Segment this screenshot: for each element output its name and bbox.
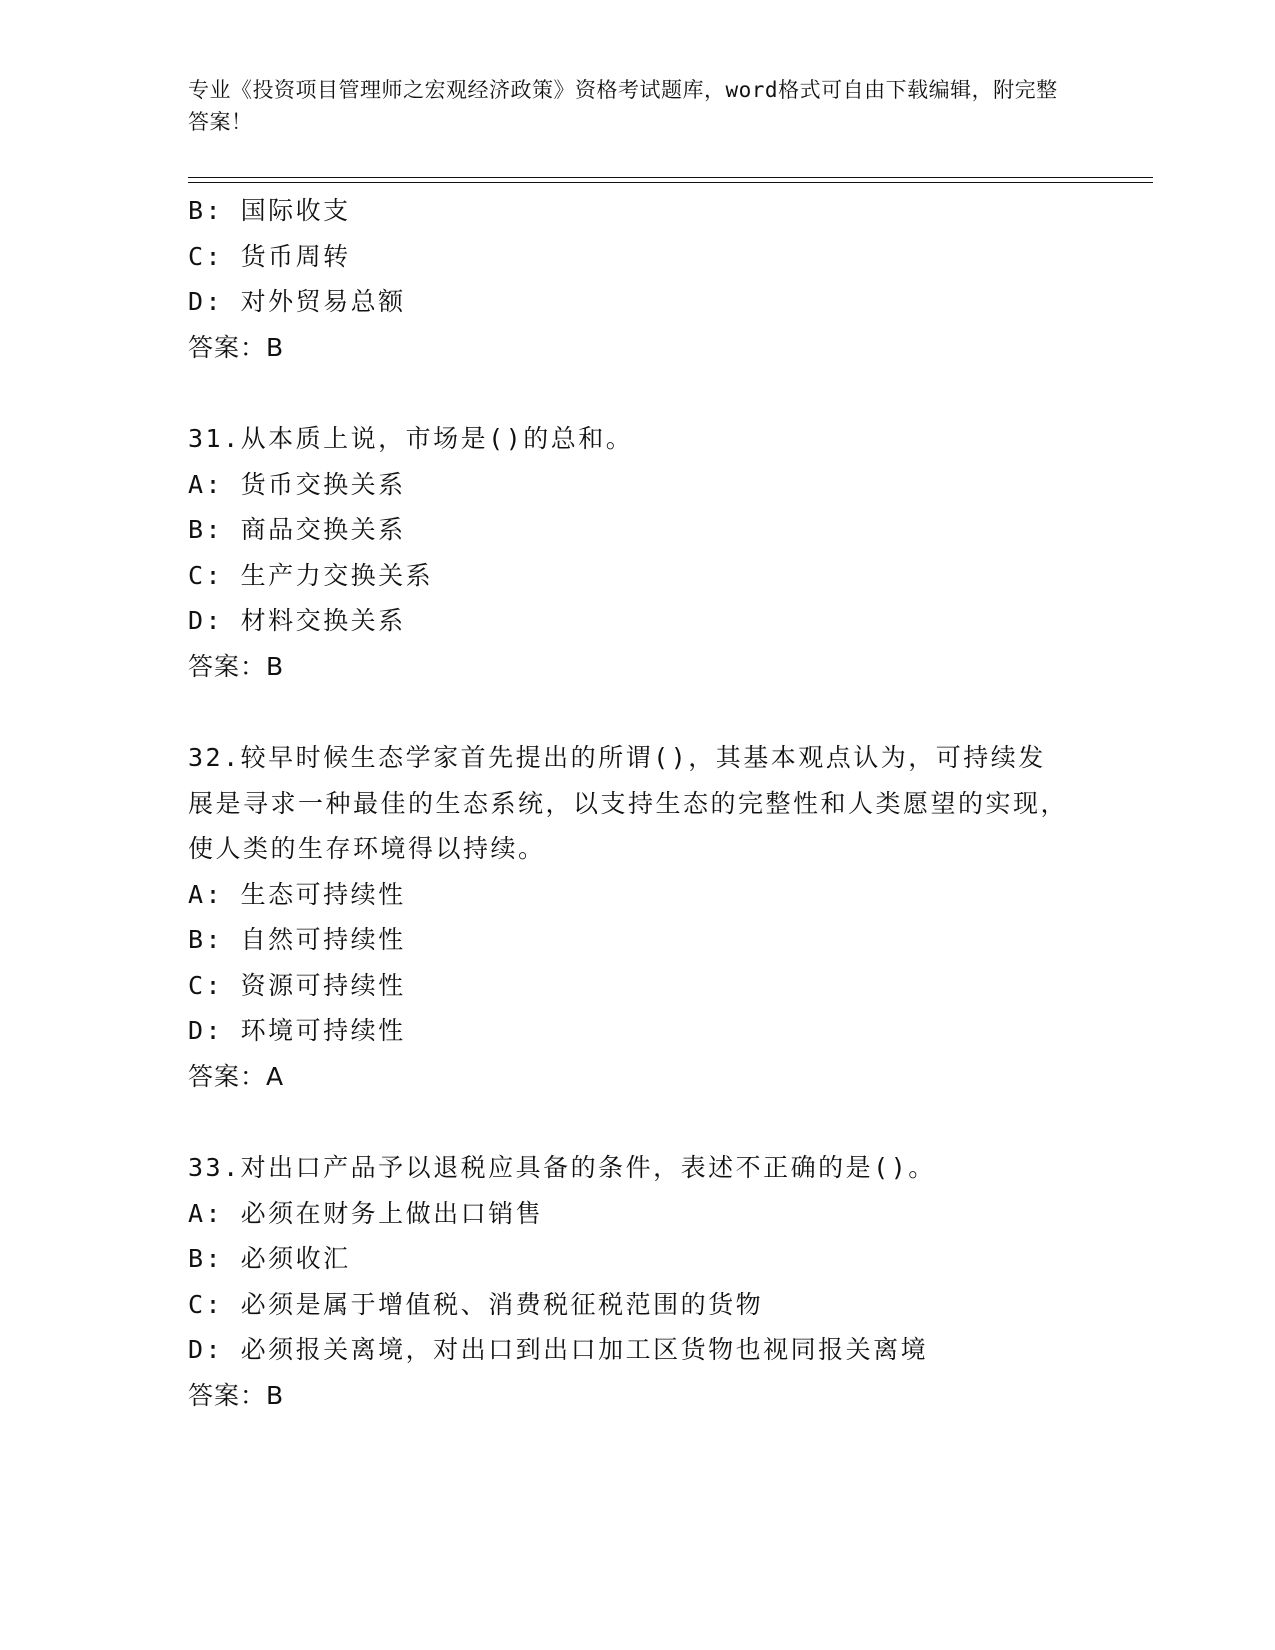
header-text: 专业《投资项目管理师之宏观经济政策》资格考试题库，word格式可自由下载编辑，附完整答案！ [188,78,1058,134]
option-c: C: 资源可持续性 [188,970,406,1000]
answer-line: 答案：B [188,1380,285,1410]
question-block-33 [188,1145,1088,1418]
question-block-30 [188,188,1088,370]
option-a: A: 货币交换关系 [188,469,406,499]
option-c: C: 必须是属于增值税、消费税征税范围的货物 [188,1289,764,1319]
option-a: A: 生态可持续性 [188,879,406,909]
question-text: 31.从本质上说，市场是()的总和。 [188,424,634,453]
option-b: B: 商品交换关系 [188,515,406,544]
spacer [188,370,1088,416]
option-b: B: 自然可持续性 [188,925,406,954]
answer-line: 答案：B [188,651,285,681]
option-b: B: 国际收支 [188,196,351,225]
option-c: C: 货币周转 [188,241,351,271]
question-text: 33.对出口产品予以退税应具备的条件，表述不正确的是()。 [188,1153,936,1182]
answer-line: 答案：B [188,332,285,362]
question-text: 32.较早时候生态学家首先提出的所谓()，其基本观点认为，可持续发展是寻求一种最佳的生态系统，以支持生态的完整性和人类愿望的实现，使人类的生存环境得以持续。 [188,743,1069,863]
spacer [188,689,1088,735]
option-d: D: 必须报关离境，对出口到出口加工区货物也视同报关离境 [188,1335,929,1364]
option-d: D: 对外贸易总额 [188,287,406,316]
option-b: B: 必须收汇 [188,1244,351,1273]
header-rule-top [188,177,1153,178]
answer-line: 答案：A [188,1061,285,1091]
question-content [188,188,1088,1418]
question-block-31 [188,416,1088,689]
option-d: D: 环境可持续性 [188,1016,406,1045]
spacer [188,1099,1088,1145]
option-a: A: 必须在财务上做出口销售 [188,1198,544,1228]
page-header [188,74,1068,138]
option-c: C: 生产力交换关系 [188,560,434,590]
question-block-32 [188,735,1088,1099]
header-rule-bottom [188,182,1153,183]
option-d: D: 材料交换关系 [188,606,406,635]
